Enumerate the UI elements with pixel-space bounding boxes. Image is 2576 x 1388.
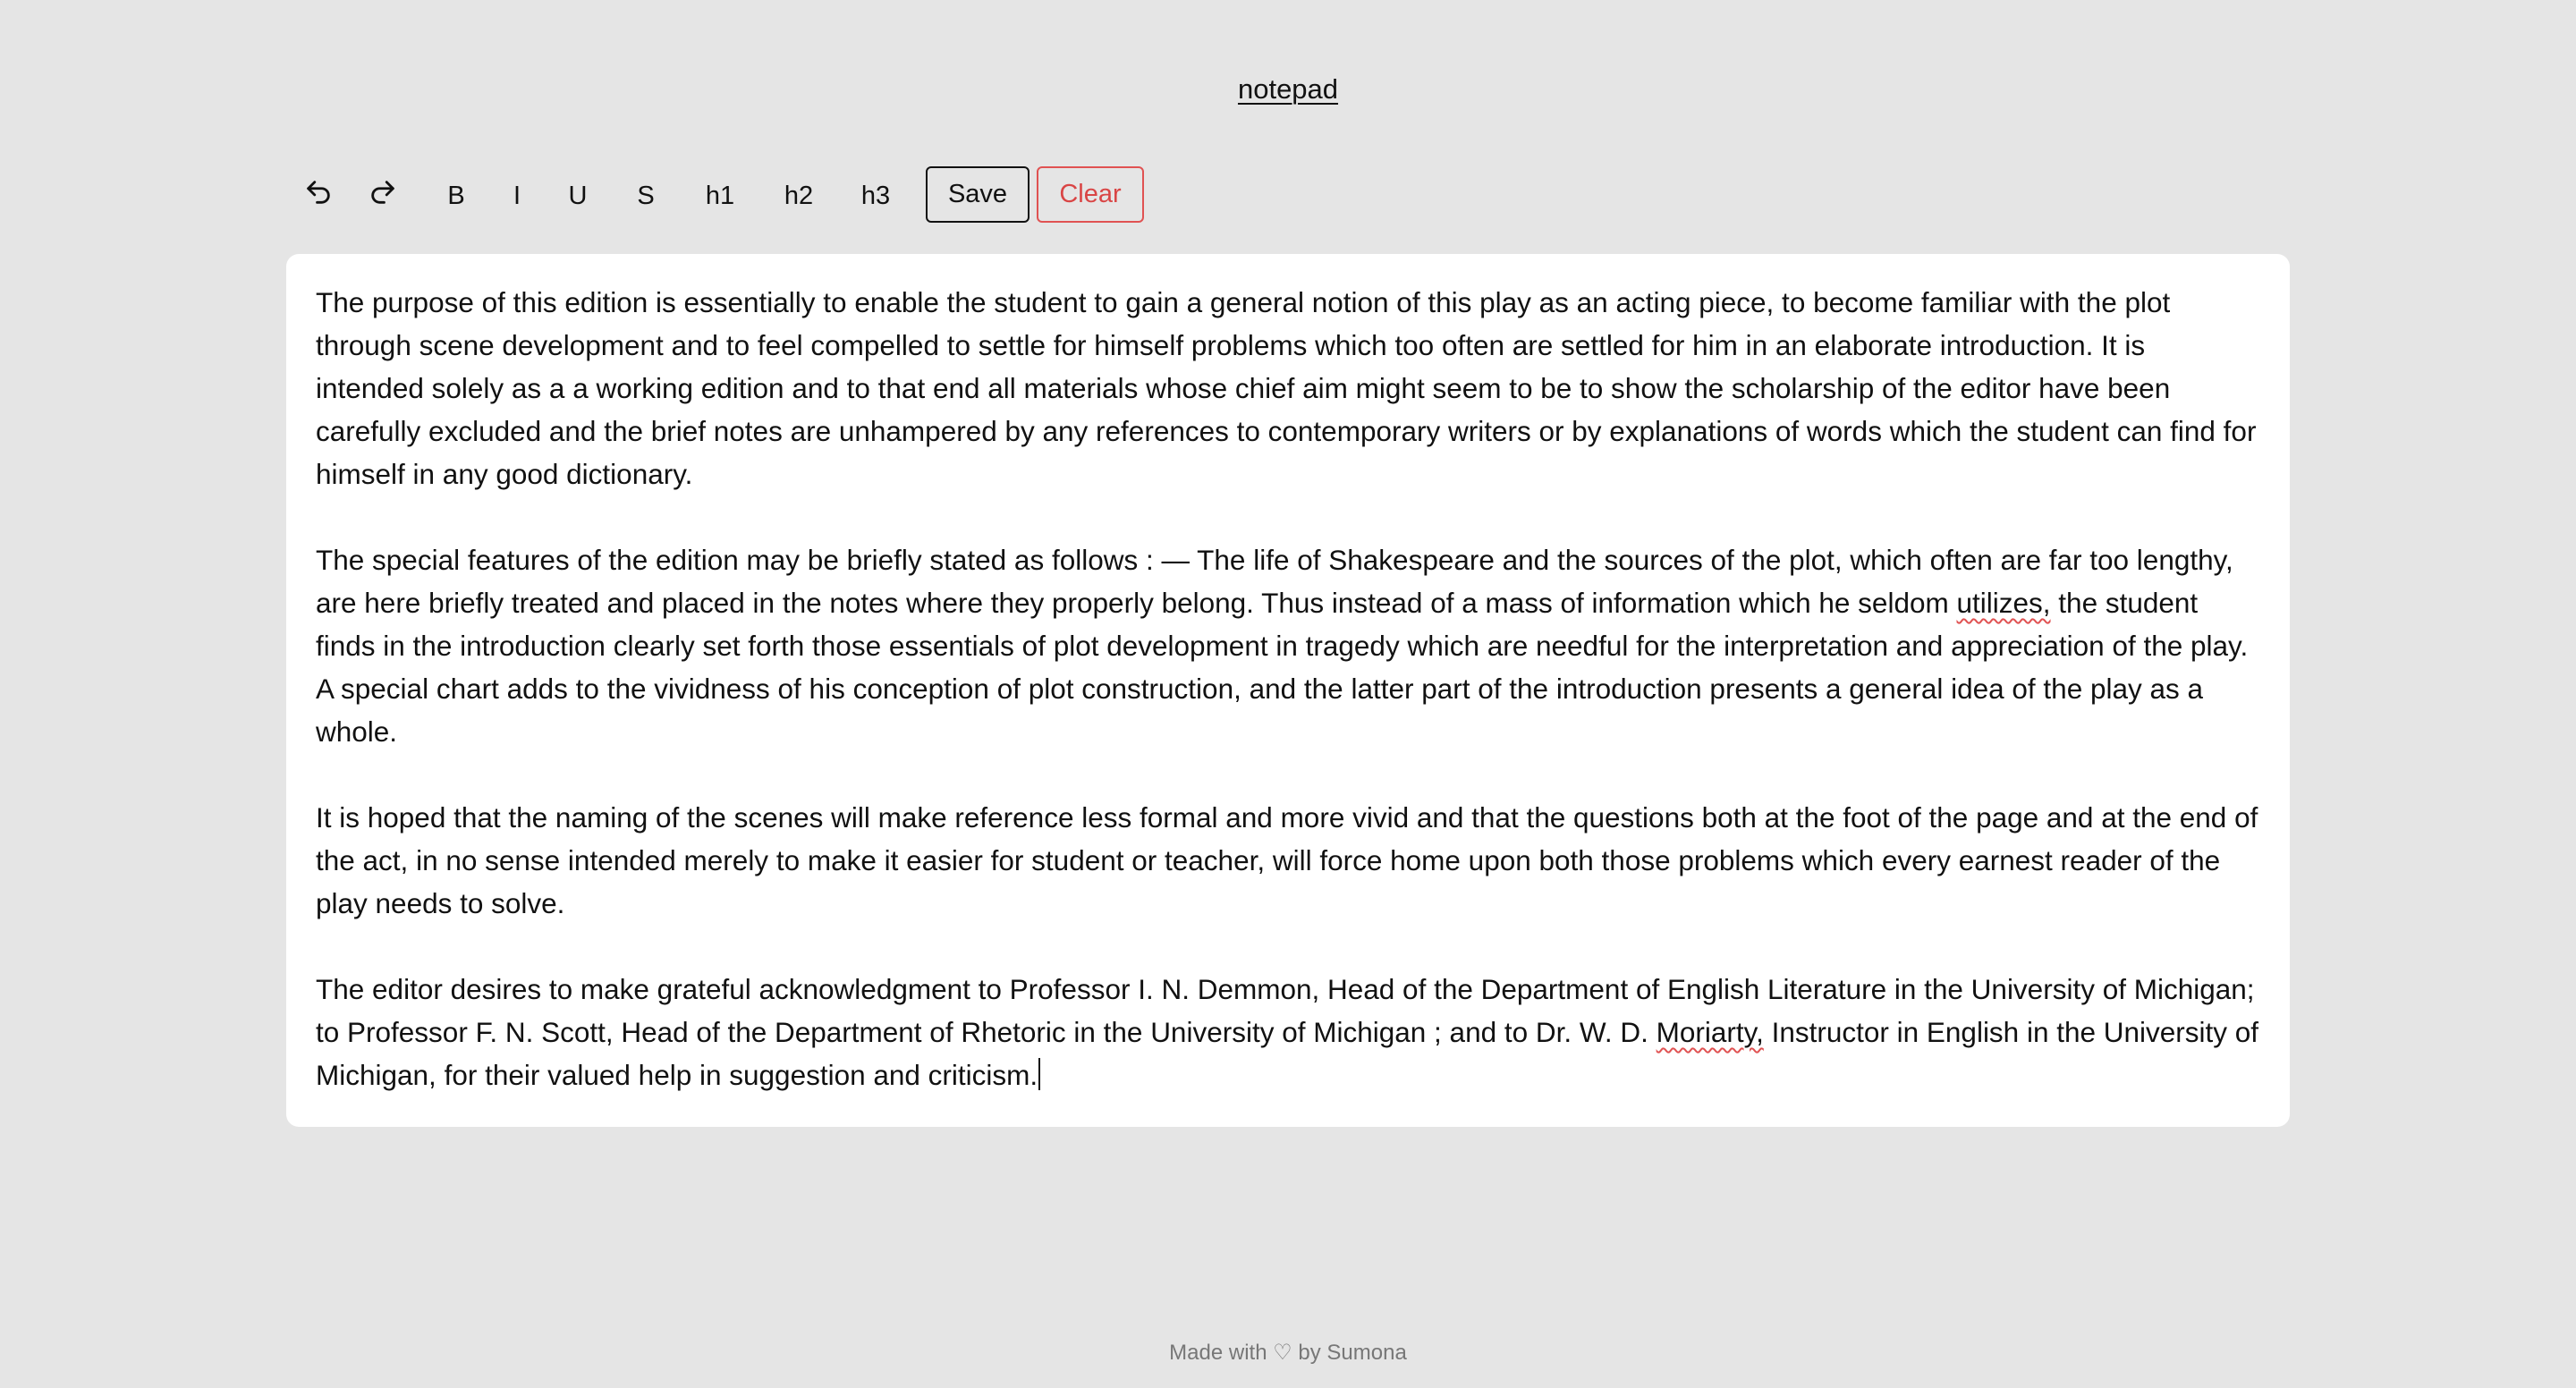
undo-button[interactable] — [299, 166, 338, 225]
clear-button[interactable]: Clear — [1037, 166, 1144, 223]
heading3-button[interactable]: h3 — [855, 166, 896, 225]
save-button[interactable]: Save — [926, 166, 1030, 223]
editor-paragraph: The purpose of this edition is essentially to enable the student to gain a general notion of this play as an acting piece, to become familiar with the plot through scene development and to feel compelled to settle for himself problems which too often are settled for him in an elaborate introduction. It is intended solely as a a working edition and to that end all materials whose chief aim might seem to be to show the scholarship of the editor have been carefully excluded and the brief notes are unhampered by any references to contemporary writers or by explanations of words which the student can find for himself in any good dictionary. — [316, 286, 2257, 490]
heading2-button[interactable]: h2 — [778, 166, 819, 225]
bold-button[interactable]: B — [438, 166, 474, 225]
editor-text: the student finds in the introduction clearly set forth those essentials of plot development in tragedy which are needful for the interpretation and appreciation of the play. A special chart adds to the vividness of his conception of plot construction, and the latter part of the introduction presents a general idea of the play as a whole. — [316, 587, 2249, 748]
strikethrough-button[interactable]: S — [628, 166, 664, 225]
editor-text: The editor desires to make grateful acknowledgment to Professor I. N. Demmon, Head of the Department of English Literature in the University of Michigan; to Professor F. N. Scott, Head of the Department of Rhetoric in the University of Michigan ; and to Dr. W. D. — [316, 973, 2255, 1048]
editor-paragraph — [316, 538, 2259, 753]
spellcheck-word: Moriarty, — [1656, 1016, 1764, 1048]
redo-button[interactable] — [363, 166, 402, 225]
editor-paragraph: It is hoped that the naming of the scenes will make reference less formal and more vivid and that the questions both at the foot of the page and at the end of the act, in no sense intended merely to make it easier for student or teacher, will force home upon both those problems which every earnest reader of the play needs to solve. — [316, 801, 2258, 919]
page-title[interactable]: notepad — [1237, 73, 1339, 105]
editor-textarea[interactable] — [286, 254, 2290, 1127]
undo-icon — [303, 177, 334, 215]
spellcheck-word: utilizes, — [1956, 587, 2051, 619]
underline-button[interactable]: U — [560, 166, 596, 225]
italic-button[interactable]: I — [499, 166, 535, 225]
editor-text: The special features of the edition may be briefly stated as follows : — The life of Shakespeare and the sources of the plot, which often are far too lengthy, are here briefly treated and placed in the notes where they properly belong. Thus instead of a mass of information which he seldom — [316, 544, 2233, 619]
heading1-button[interactable]: h1 — [699, 166, 741, 225]
footer-credit: Made with ♡ by Sumona — [1169, 1341, 1407, 1365]
editor-paragraph — [316, 968, 2259, 1096]
editor-text: Instructor in English in the University of Michigan, for their valued help in suggestion and criticism. — [316, 1016, 2259, 1091]
redo-icon — [368, 177, 398, 215]
page-title-container — [0, 70, 2576, 109]
text-cursor — [1038, 1058, 1040, 1090]
